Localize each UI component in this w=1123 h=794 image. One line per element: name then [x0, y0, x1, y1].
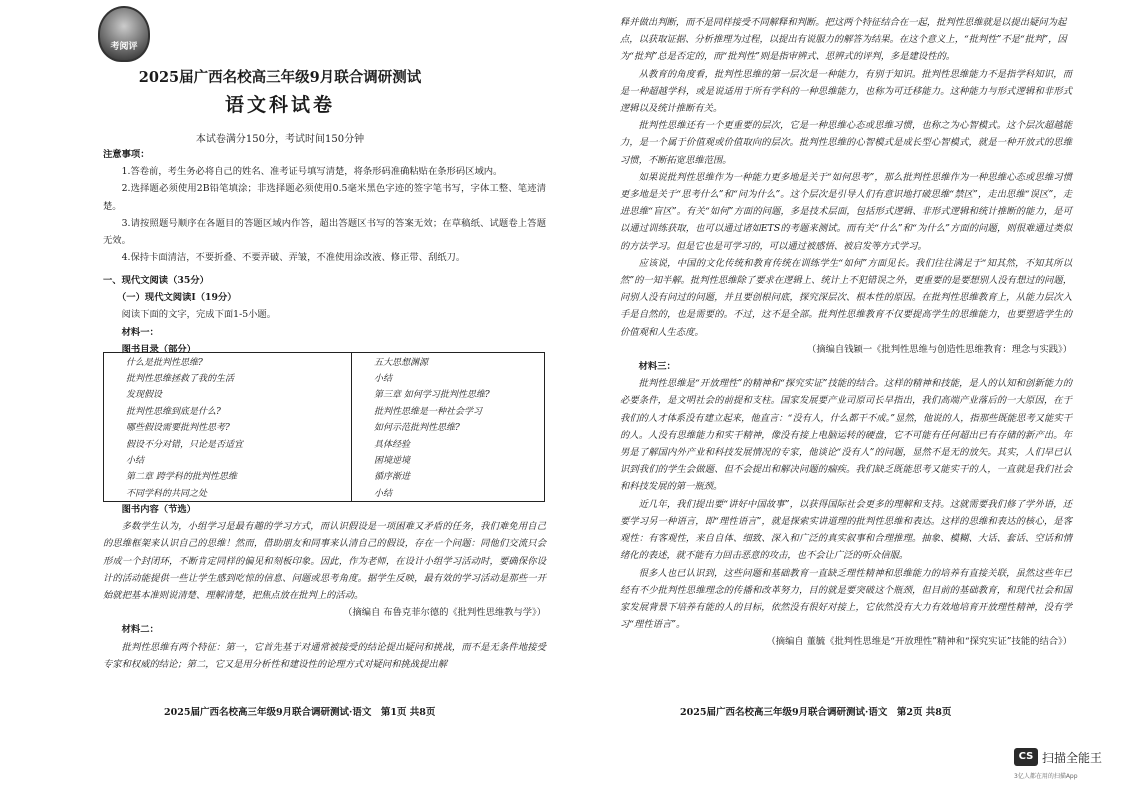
- exam-title: 2025届广西名校高三年级9月联合调研测试: [138, 69, 422, 86]
- note-item: 1.答卷前，考生务必将自己的姓名、准考证号填写清楚，将条形码准确粘贴在条形码区域内。: [121, 166, 503, 178]
- note-item: 4.保持卡面清洁，不要折叠、不要弄破、弄皱，不准使用涂改液、修正带、刮纸刀。: [121, 252, 466, 264]
- toc-cell: 批判性思维到底是什么?: [104, 402, 352, 418]
- toc-cell: 循序渐进: [374, 472, 411, 483]
- exam-logo-icon: [98, 6, 150, 62]
- toc-cell: 发现假设: [104, 386, 352, 402]
- left-page: [0, 0, 561, 794]
- paragraph: 从教育的角度看，批判性思维的第一层次是一种能力，有别于知识。批判性思维能力不是指学科知识，而是一种超越学科，或是说适用于所有学科的一种思维能力，也称为可迁移能力。这种能力与形式逻辑和非形式逻辑以及统计推断有关。: [620, 68, 1072, 115]
- notes-heading: 注意事项：: [103, 149, 150, 160]
- table-row: [104, 353, 545, 370]
- toc-cell: 批判性思维是一种社会学习: [374, 406, 483, 417]
- table-row: [104, 369, 545, 385]
- table-row: [104, 386, 545, 402]
- paragraph: 应该说，中国的文化传统和教育传统在训练学生“如何”方面见长。我们往往满足于“知其然，不知其所以然”的一知半解。批判性思维除了要求在逻辑上、统计上不犯错误之外，更重要的是要想别人没有想过的问题，问别人没有问过的问题，并且要创根问底，探究深层次、根本性的原因。在批判性思维教育上，从能力层次入手是自然的，也是需要的。不过，这不是全部。批判性思维教育不仅要提高学生的思维能力，也要塑造学生的价值观和人生态度。: [620, 257, 1072, 338]
- table-row: [104, 484, 545, 501]
- material-two-text: 批判性思维有两个特征：第一，它首先基于对通常被接受的结论提出疑问和挑战，而不是无条件地接受专家和权威的结论；第二，它又是用分析性和建设性的论理方式对疑问和挑战提出解: [103, 641, 546, 670]
- logo-text: 考阅评: [110, 42, 138, 52]
- paragraph: 批判性思维还有一个更重要的层次，它是一种思维心态或思维习惯，也称之为心智模式。这个层次超越能力，是一个属于价值观或价值取向的层次。批判性思维的心智模式是成长型心智模式，就是一种开放式的思维习惯，不断拓宽思维范围。: [620, 120, 1072, 166]
- paragraph: 释并做出判断，而不是同样接受不同解释和判断。把这两个特征结合在一起，批判性思维就是以提出疑问为起点，以获取证据、分析推理为过程，以提出有说服力的解答为结果。在这个意义上，“批判性”不是“批判”，因为“批判”总是否定的，而“批判性”则是指审辨式、思辨式的评判，多是建设性的。: [620, 17, 1067, 63]
- material-two-label: 材料二：: [121, 624, 159, 636]
- section-heading: 一、现代文阅读（35分）: [103, 275, 209, 286]
- table-row: [104, 402, 545, 418]
- toc-cell: 第二章 跨学科的批判性思维: [104, 468, 352, 484]
- paragraph: 近几年，我们提出要“讲好中国故事”，以获得国际社会更多的理解和支持。这就需要我们修了学外语，还要学习另一种语言，即“理性语言”，就是探索实讲道理的批判性思维和表达。这样的思维和表达的核心，是客观性：有客观性，来自自体、细致、深入和广泛的真实叙事和合理推理。抽象、模糊、大话、套话、空话和情绪化的表述，就不能有力回击恶意的攻击，也不会让广泛的听众信服。: [620, 498, 1072, 562]
- toc-cell: 具体经验: [374, 439, 411, 450]
- instruction-text: 阅读下面的文字，完成下面1-5小题。: [121, 309, 277, 321]
- table-row: [104, 468, 545, 484]
- toc-cell: 小结: [104, 451, 352, 467]
- toc-cell: 批判性思维拯救了我的生活: [104, 369, 352, 385]
- right-page: [562, 0, 1123, 794]
- excerpt-block: [103, 501, 546, 673]
- toc-cell: 假设不分对错，只论是否适宜: [104, 435, 352, 451]
- toc-cell: 五大思想渊源: [374, 357, 429, 368]
- paragraph: 如果说批判性思维作为一种能力更多地是关于“如何思考”，那么批判性思维作为一种思维心态或思维习惯更多地是关于“思考什么”和“问为什么”。这个层次是引导人们有意识地打破思维“禁区”，走出思维“误区”，走进思维“盲区”。有关“如何”方面的问题，多是技术层面，包括形式逻辑、非形式逻辑和统计推断的能力，是可以通过训练获取，也可以通过诸如ETS的考题来测试。而有关“什么”和“为什么”方面的问题，则很难通过类似的方法学习。但是它也是可学习的，可以通过被感悟、被启发等方式学习。: [620, 171, 1072, 252]
- material-two-continued: [620, 14, 1072, 651]
- toc-cell: 如何示范批判性思维?: [374, 423, 460, 434]
- toc-cell: 第三章 如何学习批判性思维?: [374, 390, 490, 401]
- toc-cell: 不同学科的共同之处: [104, 484, 352, 501]
- page-footer: 2025届广西名校高三年级9月联合调研测试·语文 第2页 共8页: [680, 707, 952, 718]
- paragraph: 批判性思维是“开放理性”的精神和“探究实证”技能的结合。这样的精神和技能，是人的认知和创新能力的必要条件，是文明社会的前提和支柱。国家发展要产业司原司长早指出，我们高端产业落后的一大原因，在于我们的人才体系没有建立起来，他直言：“没有人，什么都干不成。”显然，他说的人，指那些既能思考又能实干的人。人没有思维能力和实干精神，像没有接上电脑运转的硬盘，它不可能有任何超出已有存储的新产出。年男是了解国内外产业和科技发展情况的专家，他谈论“没有人”的问题，显然不是无的放矢。其实，人们早已认识到我们的学生会做题、但不会提出和解决问题的痼疾。我们缺乏既能思考又能实干的人，一直就是我们社会和科技发展的第一瓶颈。: [620, 378, 1072, 493]
- toc-cell: 困境逆境: [374, 456, 411, 467]
- toc-cell: 小结: [374, 374, 393, 385]
- excerpt-text: 多数学生认为，小组学习是最有趣的学习方式，而认识假设是一项困难又矛盾的任务，我们难免用自己的思维框架来认识自己的思维！然而，借助朋友和同事来认清自己的假设，存在一个问题：同他们交流只会形成一个封闭环，不断肯定同样的偏见和刻板印象。因此，作为老师，在设计小组学习活动时，要确保你设计的活动能提供一些让学生感到吃惊的信息、问题或思考角度。据学生反映，最有效的学习活动是那些一开始就把基本准则说清楚、理解清楚，把焦点放在批判上的活动。: [103, 521, 546, 602]
- section-header-block: [103, 272, 546, 358]
- note-item: 2.选择题必须使用2B铅笔填涂；非选择题必须使用0.5毫米黑色字迹的签字笔书写，字体工整、笔迹清楚。: [103, 183, 546, 212]
- scanner-tagline: 3亿人都在用的扫描App: [1014, 773, 1078, 780]
- source-citation: （摘编自钱颖一《批判性思维与创造性思维教育：理念与实践》）: [807, 343, 1072, 355]
- material-three-label: 材料三：: [638, 361, 676, 373]
- note-item: 3.请按照题号顺序在各题目的答题区域内作答，超出答题区书写的答案无效；在草稿纸、试题卷上答题无效。: [103, 217, 546, 247]
- table-row: [104, 451, 545, 467]
- toc-table: [103, 352, 545, 502]
- source-citation: （摘编自 布鲁克菲尔德的《批判性思维教与学》）: [343, 607, 546, 619]
- notes-block: [103, 146, 546, 266]
- source-citation: （摘编自 董毓《批判性思维是“开放理性”精神和“探究实证”技能的结合》）: [766, 636, 1072, 648]
- subsection-heading: （一）现代文阅读Ⅰ（19分）: [117, 292, 237, 304]
- toc-cell: 小结: [374, 488, 393, 499]
- material-one-label: 材料一：: [121, 326, 159, 338]
- exam-subtitle: 语文科试卷: [224, 94, 335, 116]
- page-footer: 2025届广西名校高三年级9月联合调研测试·语文 第1页 共8页: [164, 707, 436, 718]
- table-row: [104, 419, 545, 435]
- camscanner-logo-icon: CS: [1014, 748, 1038, 766]
- toc-cell: 哪些假设需要批判性思考?: [104, 419, 352, 435]
- scanner-app-name: 扫描全能王: [1042, 751, 1103, 765]
- exam-meta: 本试卷满分150分，考试时间150分钟: [195, 134, 365, 145]
- toc-title: 图书目录（部分）: [121, 343, 196, 355]
- table-row: [104, 435, 545, 451]
- paragraph: 很多人也已认识到，这些问题和基础教育一直缺乏理性精神和思维能力的培养有直接关联，虽然这些年已经有不少批判性思维理念的传播和改革努力，目的就是要突破这个瓶颈，但目前的基础教育，和现代社会和国家发展背景下培养有能的人的目标，依然没有很好对接上，它依然没有大力有效地培育开放理性精神，没有学习“理性语言”。: [620, 567, 1072, 631]
- toc-cell: 什么是批判性思维?: [104, 353, 352, 370]
- excerpt-title: 图书内容（节选）: [121, 504, 196, 515]
